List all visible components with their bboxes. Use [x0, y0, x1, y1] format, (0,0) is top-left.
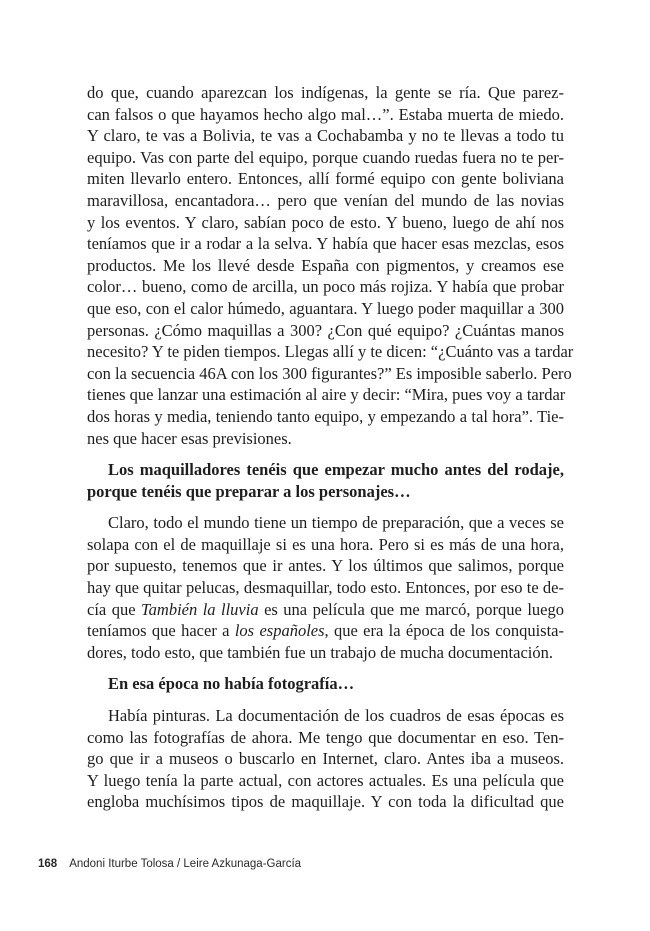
text-line: dores, todo esto, que también fue un trabajo de mucha documentación.	[87, 642, 553, 662]
question-line: En esa época no había fotografía…	[108, 674, 355, 694]
text-line: miten llevarlo entero. Entonces, allí formé equipo con gente boliviana	[87, 169, 564, 189]
text-line: hay que quitar pelucas, desmaquillar, todo esto. Entonces, por eso te de-	[87, 578, 564, 598]
paragraph-question-1	[87, 459, 564, 502]
text-line: Y luego tenía la parte actual, con actores actuales. Es una película que	[87, 770, 564, 790]
text-line: maravillosa, encantadora… pero que venían del mundo de las novias	[87, 190, 564, 210]
page-footer	[38, 858, 301, 870]
question-line: Los maquilladores tenéis que empezar mucho antes del rodaje,	[108, 460, 564, 480]
text-line: productos. Me los llevé desde España con pigmentos, y creamos ese	[87, 255, 564, 275]
text-line: dos horas y media, teniendo tanto equipo, y empezando a tal hora”. Tie-	[87, 406, 564, 426]
text-line: y los eventos. Y claro, sabían poco de esto. Y bueno, luego de ahí nos	[87, 212, 564, 232]
text-line: cía que También la lluvia es una película que me marcó, porque luego	[87, 599, 564, 619]
text-line: tienes que lanzar una estimación al aire y decir: “Mira, pues voy a tardar	[87, 385, 566, 405]
text-line: go que ir a museos o buscarlo en Internet, claro. Antes iba a museos.	[87, 749, 564, 769]
text-line: teníamos que hacer a los españoles, que era la época de los conquista-	[87, 621, 565, 641]
paragraph-answer-1	[87, 82, 574, 449]
text-line: Había pinturas. La documentación de los cuadros de esas épocas es	[108, 706, 564, 726]
text-line: teníamos que ir a rodar a la selva. Y había que hacer esas mezclas, esos	[87, 234, 564, 254]
italic-title: También la lluvia	[141, 599, 259, 619]
body-text	[87, 82, 574, 813]
text-line: equipo. Vas con parte del equipo, porque cuando ruedas fuera no te per-	[87, 147, 564, 167]
text-line: con la secuencia 46A con los 300 figurantes?” Es imposible saberlo. Pero	[87, 363, 572, 383]
text-line: engloba muchísimos tipos de maquillaje. Y con toda la dificultad que	[87, 792, 564, 812]
text-line: Y claro, te vas a Bolivia, te vas a Cochabamba y no te llevas a todo tu	[87, 126, 564, 146]
paragraph-answer-3	[87, 705, 564, 813]
text-line: necesito? Y te piden tiempos. Llegas allí y te dicen: “¿Cuánto vas a tardar	[87, 342, 574, 362]
text-line: solapa con el de maquillaje si es una hora. Pero si es más de una hora,	[87, 534, 564, 554]
text-line: como las fotografías de ahora. Me tengo que documentar en eso. Ten-	[87, 727, 564, 747]
text-line: can falsos o que hayamos hecho algo mal…”. Estaba muerta de miedo.	[87, 104, 564, 124]
text-line: Claro, todo el mundo tiene un tiempo de preparación, que a veces se	[108, 513, 564, 533]
text-line: personas. ¿Cómo maquillas a 300? ¿Con qué equipo? ¿Cuántas manos	[87, 320, 564, 340]
italic-title: los españoles	[234, 621, 325, 641]
paragraph-answer-2	[87, 512, 564, 663]
text-line: do que, cuando aparezcan los indígenas, la gente se ría. Que parez-	[87, 83, 564, 102]
text-line: que eso, con el calor húmedo, aguantara. Y luego poder maquillar a 300	[87, 298, 564, 318]
paragraph-question-2	[87, 673, 564, 695]
text-line: color… bueno, como de arcilla, un poco más rojiza. Y había que probar	[87, 277, 564, 297]
running-footer-authors: Andoni Iturbe Tolosa / Leire Azkunaga-García	[69, 858, 302, 870]
text-line: nes que hacer esas previsiones.	[87, 428, 292, 448]
text-line: por supuesto, tenemos que ir antes. Y los últimos que salimos, porque	[87, 556, 564, 576]
question-line: porque tenéis que preparar a los personajes…	[87, 481, 411, 501]
page-number: 168	[38, 858, 58, 870]
